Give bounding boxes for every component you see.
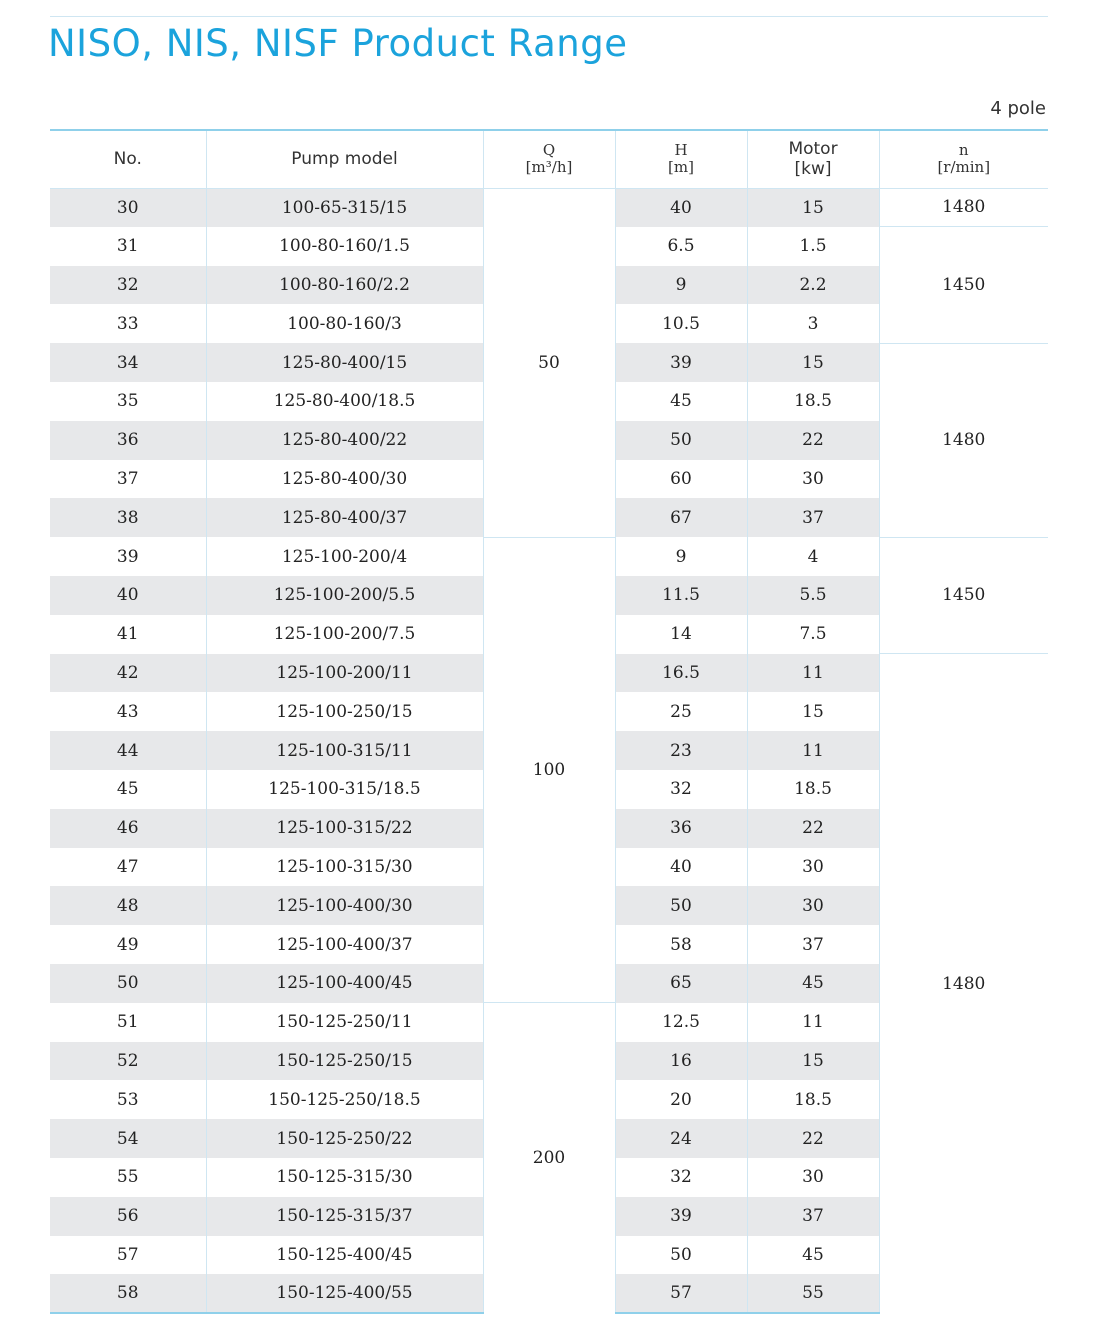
cell-motor: 45 [747,1236,879,1275]
cell-no: 40 [50,576,206,615]
cell-h: 14 [615,615,747,654]
cell-no: 48 [50,886,206,925]
cell-model: 125-100-400/45 [206,964,483,1003]
cell-no: 44 [50,731,206,770]
cell-model: 125-100-200/5.5 [206,576,483,615]
cell-model: 125-100-315/18.5 [206,770,483,809]
cell-model: 125-80-400/22 [206,421,483,460]
cell-no: 56 [50,1197,206,1236]
cell-h: 50 [615,1236,747,1275]
cell-h: 50 [615,421,747,460]
cell-n: 1480 [879,343,1048,537]
cell-h: 16 [615,1042,747,1081]
cell-q: 100 [483,537,615,1003]
cell-motor: 3 [747,304,879,343]
cell-no: 52 [50,1042,206,1081]
cell-model: 150-125-400/55 [206,1274,483,1313]
cell-model: 125-100-200/11 [206,654,483,693]
cell-model: 125-100-315/22 [206,809,483,848]
cell-motor: 37 [747,925,879,964]
cell-no: 57 [116,1244,139,1265]
cell-h: 60 [615,460,747,499]
cell-no: 42 [50,654,206,693]
cell-no: 54 [50,1119,206,1158]
cell-h: 50 [615,886,747,925]
cell-motor: 37 [747,1197,879,1236]
cell-no: 46 [50,809,206,848]
cell-h: 9 [615,266,747,305]
cell-motor: 2.2 [747,266,879,305]
cell-model: 150-125-250/11 [206,1003,483,1042]
cell-motor: 22 [747,809,879,848]
cell-motor: 11 [747,731,879,770]
cell-h: 36 [615,809,747,848]
cell-no: 34 [50,343,206,382]
cell-no: 38 [50,498,206,537]
cell-model: 125-100-315/11 [206,731,483,770]
cell-h: 11.5 [615,576,747,615]
cell-model: 125-80-400/37 [206,498,483,537]
product-range-table [50,129,1048,1314]
cell-motor: 15 [747,188,879,227]
cell-no: 32 [50,266,206,305]
cell-motor: 18.5 [747,1080,879,1119]
cell-motor: 5.5 [747,576,879,615]
cell-n: 1450 [879,227,1048,343]
top-rule [50,16,1048,17]
cell-n: 1480 [879,654,1048,1314]
header-no: No. [50,130,206,188]
cell-motor: 37 [747,498,879,537]
cell-model: 150-125-250/15 [206,1042,483,1081]
cell-model: 125-100-200/7.5 [206,615,483,654]
cell-model: 100-80-160/1.5 [206,227,483,266]
cell-motor: 7.5 [747,615,879,654]
cell-model: 150-125-315/30 [206,1158,483,1197]
cell-motor: 22 [747,1119,879,1158]
cell-motor: 30 [747,1158,879,1197]
cell-h: 9 [615,537,747,576]
cell-no: 31 [116,236,139,257]
cell-no: 53 [116,1089,139,1110]
cell-h: 39 [615,1197,747,1236]
cell-motor: 30 [747,848,879,887]
cell-h: 32 [615,770,747,809]
cell-motor: 45 [747,964,879,1003]
cell-model: 125-100-200/4 [206,537,483,576]
cell-q: 200 [483,1003,615,1313]
cell-no: 45 [116,779,139,800]
cell-h: 10.5 [615,304,747,343]
table-row [50,537,1048,576]
cell-q: 50 [483,188,615,537]
cell-motor: 18.5 [747,382,879,421]
cell-model: 125-100-250/15 [206,692,483,731]
cell-motor: 30 [747,460,879,499]
cell-model: 150-125-315/37 [206,1197,483,1236]
cell-model: 100-80-160/3 [206,304,483,343]
table-row [50,188,1048,227]
cell-h: 39 [615,343,747,382]
cell-motor: 1.5 [747,227,879,266]
cell-h: 40 [615,848,747,887]
cell-h: 25 [615,692,747,731]
cell-motor: 15 [747,343,879,382]
cell-h: 16.5 [615,654,747,693]
header-n: n [r/min] [879,130,1048,188]
cell-no: 55 [116,1167,139,1188]
table-header-row [50,130,1048,188]
cell-no: 58 [50,1274,206,1313]
pole-label: 4 pole [990,98,1046,119]
header-h: H [m] [615,130,747,188]
cell-n: 1480 [879,188,1048,227]
cell-model: 125-80-400/15 [206,343,483,382]
cell-h: 45 [615,382,747,421]
cell-no: 39 [116,546,139,567]
cell-no: 30 [50,188,206,227]
cell-model: 125-80-400/30 [206,460,483,499]
cell-no: 35 [116,391,139,412]
cell-h: 32 [615,1158,747,1197]
cell-no: 43 [116,701,139,722]
cell-no: 51 [116,1012,139,1033]
cell-model: 125-100-400/37 [206,925,483,964]
cell-h: 23 [615,731,747,770]
cell-no: 49 [116,934,139,955]
cell-h: 67 [615,498,747,537]
header-model: Pump model [206,130,483,188]
cell-h: 24 [615,1119,747,1158]
cell-h: 58 [615,925,747,964]
cell-h: 6.5 [615,227,747,266]
cell-model: 150-125-250/18.5 [206,1080,483,1119]
cell-no: 50 [50,964,206,1003]
cell-motor: 11 [747,1003,879,1042]
cell-motor: 15 [747,1042,879,1081]
cell-motor: 18.5 [747,770,879,809]
cell-motor: 22 [747,421,879,460]
cell-model: 150-125-400/45 [206,1236,483,1275]
table-body [50,188,1048,1313]
cell-model: 100-80-160/2.2 [206,266,483,305]
cell-model: 100-65-315/15 [206,188,483,227]
cell-motor: 55 [747,1274,879,1313]
cell-model: 125-80-400/18.5 [206,382,483,421]
cell-model: 125-100-400/30 [206,886,483,925]
cell-h: 57 [615,1274,747,1313]
cell-h: 12.5 [615,1003,747,1042]
page-title: NISO, NIS, NISF Product Range [48,22,628,65]
cell-no: 47 [116,856,139,877]
cell-no: 37 [116,468,139,489]
cell-no: 41 [116,624,139,645]
header-motor: Motor [kw] [747,130,879,188]
cell-model: 150-125-250/22 [206,1119,483,1158]
cell-motor: 4 [747,537,879,576]
cell-h: 65 [615,964,747,1003]
cell-motor: 11 [747,654,879,693]
cell-no: 33 [116,313,139,334]
cell-no: 36 [50,421,206,460]
header-q: Q [m³/h] [483,130,615,188]
cell-motor: 15 [747,692,879,731]
cell-n: 1450 [879,537,1048,653]
cell-h: 40 [615,188,747,227]
cell-model: 125-100-315/30 [206,848,483,887]
cell-h: 20 [615,1080,747,1119]
cell-motor: 30 [747,886,879,925]
